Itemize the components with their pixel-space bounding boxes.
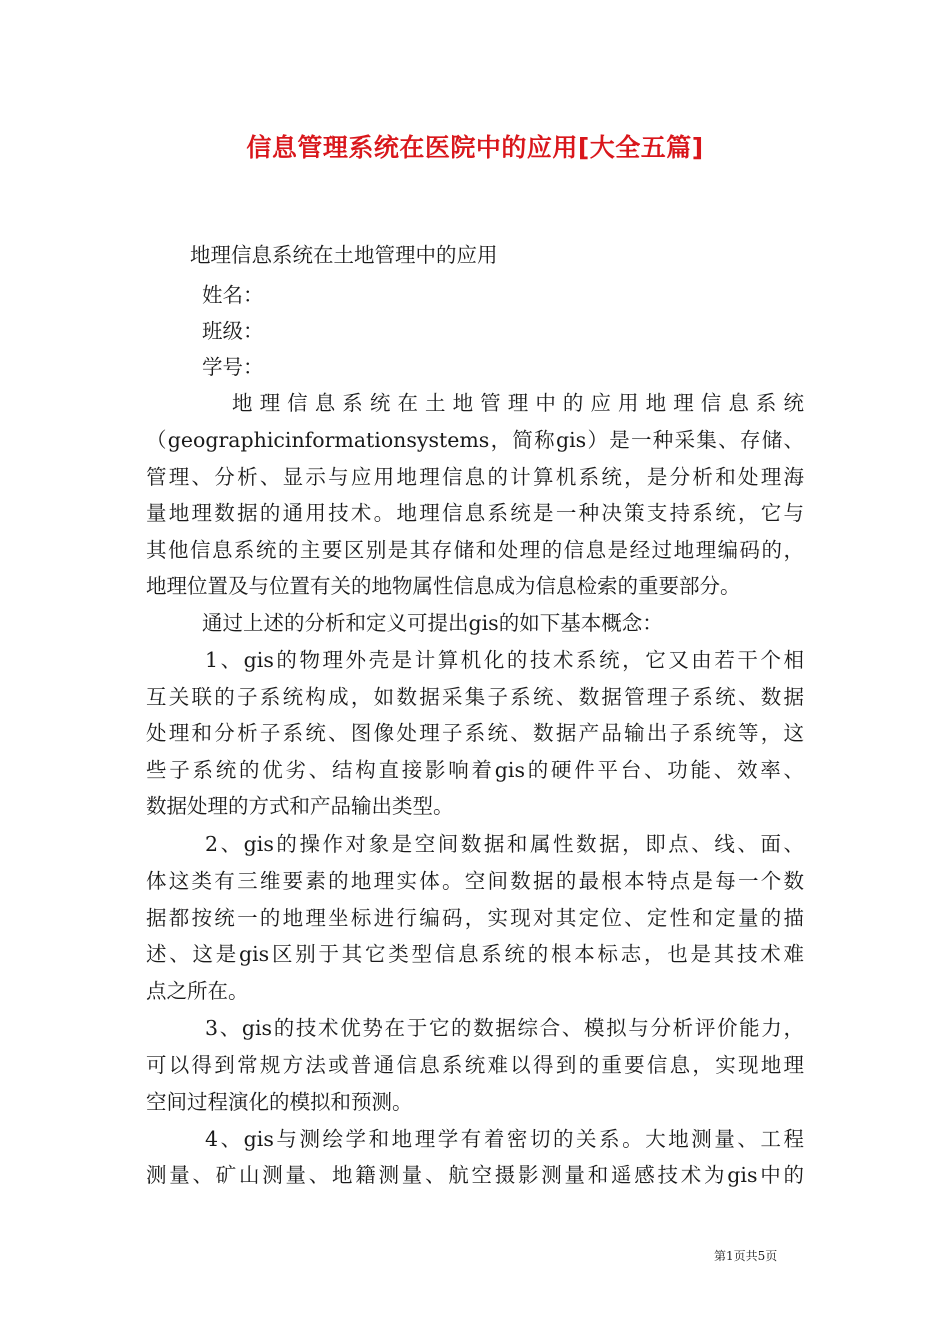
body-line: 体这类有三维要素的地理实体。空间数据的最根本特点是每一个数: [146, 869, 804, 893]
body-line: （geographicinformationsystems，简称gis）是一种采集、存储、: [146, 428, 804, 452]
body-line: 些子系统的优劣、结构直接影响着gis的硬件平台、功能、效率、: [146, 758, 804, 782]
body-line: 2、gis的操作对象是空间数据和属性数据，即点、线、面、: [205, 832, 804, 856]
body-line: 4、gis与测绘学和地理学有着密切的关系。大地测量、工程: [205, 1127, 804, 1151]
body-line: 测量、矿山测量、地籍测量、航空摄影测量和遥感技术为gis中的: [146, 1163, 804, 1187]
document-subtitle: 地理信息系统在土地管理中的应用: [190, 243, 498, 267]
body-line: 管理、分析、显示与应用地理信息的计算机系统，是分析和处理海: [146, 465, 804, 489]
body-line: 量地理数据的通用技术。地理信息系统是一种决策支持系统，它与: [146, 501, 804, 525]
body-line: 空间过程演化的模拟和预测。: [146, 1090, 413, 1114]
body-line: 据都按统一的地理坐标进行编码，实现对其定位、定性和定量的描: [146, 906, 804, 930]
name-field-label: 姓名：: [202, 283, 264, 307]
body-line: 3、gis的技术优势在于它的数据综合、模拟与分析评价能力，: [205, 1016, 804, 1040]
body-line: 1、gis的物理外壳是计算机化的技术系统，它又由若干个相: [205, 648, 804, 672]
student-id-field-label: 学号：: [202, 355, 264, 379]
body-line: 通过上述的分析和定义可提出gis的如下基本概念：: [202, 611, 663, 635]
body-line: 其他信息系统的主要区别是其存储和处理的信息是经过地理编码的，: [146, 538, 804, 562]
body-line: 点之所在。: [146, 979, 249, 1003]
body-line: 数据处理的方式和产品输出类型。: [146, 794, 454, 818]
body-line: 处理和分析子系统、图像处理子系统、数据产品输出子系统等，这: [146, 721, 804, 745]
body-line: 可以得到常规方法或普通信息系统难以得到的重要信息，实现地理: [146, 1053, 804, 1077]
body-line: 互关联的子系统构成，如数据采集子系统、数据管理子系统、数据: [146, 685, 804, 709]
page-title: 信息管理系统在医院中的应用[大全五篇]: [246, 133, 704, 162]
body-line: 述、这是gis区别于其它类型信息系统的根本标志，也是其技术难: [146, 942, 804, 966]
body-line: 地理位置及与位置有关的地物属性信息成为信息检索的重要部分。: [146, 574, 741, 598]
body-line: 地理信息系统在土地管理中的应用地理信息系统: [232, 391, 804, 415]
class-field-label: 班级：: [202, 319, 264, 343]
page-number-footer: 第1页共5页: [714, 1249, 778, 1263]
